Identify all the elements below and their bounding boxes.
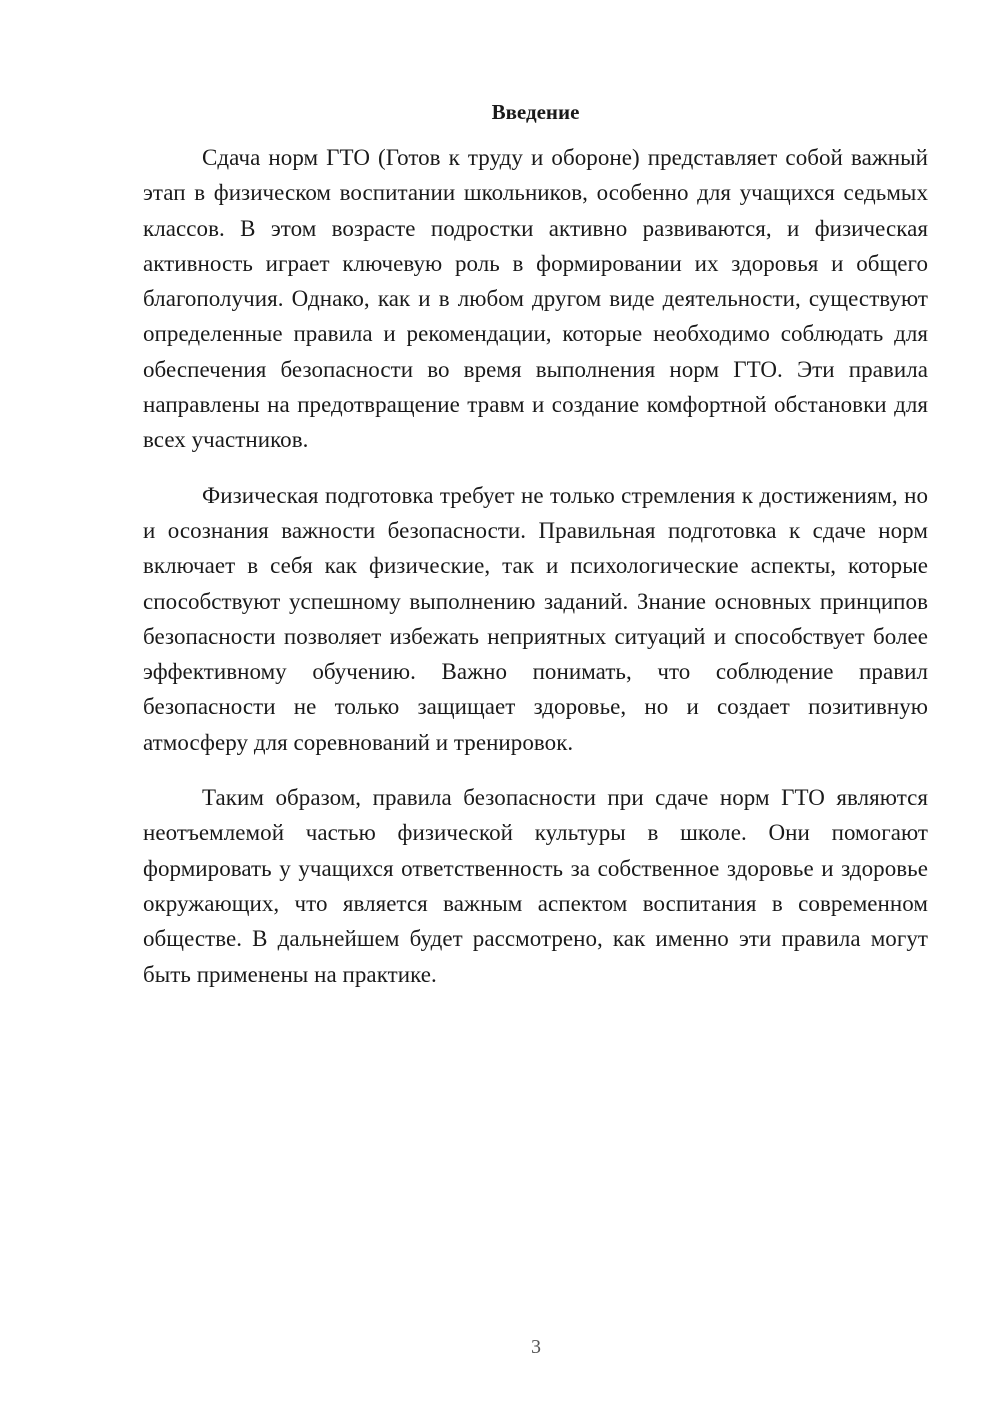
page-number: 3 <box>531 1336 541 1358</box>
page-content <box>143 98 928 1012</box>
section-title: Введение <box>491 100 580 124</box>
paragraph-1: Сдача норм ГТО (Готов к труду и обороне) представляет собой важный этап в физическом воспитании школьников, особенно для учащихся седьмых классов. В этом возрасте подростки активно развиваются, и физическая активность играет ключевую роль в формировании их здоровья и общего благополучия. Однако, как и в любом другом виде деятельности, существуют определенные правила и рекомендации, которые необходимо соблюдать для обеспечения безопасности во время выполнения норм ГТО. Эти правила направлены на предотвращение травм и создание комфортной обстановки для всех участников. <box>143 145 928 453</box>
paragraph-2: Физическая подготовка требует не только стремления к достижениям, но и осознания важности безопасности. Правильная подготовка к сдаче норм включает в себя как физические, так и психологические аспекты, которые способствуют успешному выполнению заданий. Знание основных принципов безопасности позволяет избежать неприятных ситуаций и способствует более эффективному обучению. Важно понимать, что соблюдение правил безопасности не только защищает здоровье, но и создает позитивную атмосферу для соревнований и тренировок. <box>143 482 928 755</box>
paragraph-3: Таким образом, правила безопасности при сдаче норм ГТО являются неотъемлемой частью физической культуры в школе. Они помогают формировать у учащихся ответственность за собственное здоровье и здоровье окружающих, что является важным аспектом воспитания в современном обществе. В дальнейшем будет рассмотрено, как именно эти правила могут быть применены на практике. <box>143 785 928 987</box>
